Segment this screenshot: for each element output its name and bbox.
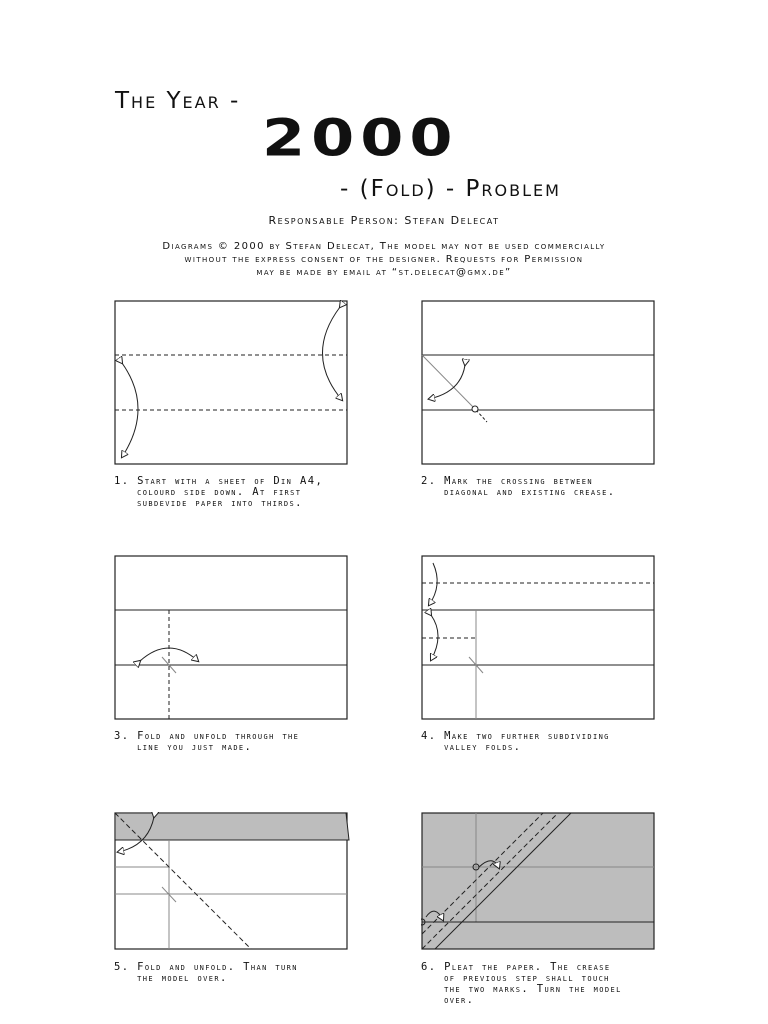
- step-1: [114, 300, 354, 509]
- step-4-caption: 4. Make two further subdividing valley folds.: [421, 730, 610, 753]
- step-3-caption: 3. Fold and unfold through the line you just made.: [114, 730, 300, 753]
- copyright-notice: [0, 240, 768, 279]
- step-6-diagram: [421, 812, 657, 952]
- credit-line: may be made by email at “st.delecat@gmx.de”: [256, 267, 512, 278]
- responsible-person: Responsable Person: Stefan Delecat: [268, 214, 500, 227]
- step-2: [421, 300, 661, 498]
- step-4: [421, 555, 661, 753]
- title-line1: The Year -: [115, 88, 241, 114]
- step-1-caption: 1. Start with a sheet of Din A4, colourd side down. At first subdevide paper into thirds.: [114, 475, 324, 509]
- step-3-diagram: [114, 555, 350, 721]
- step-2-diagram: [421, 300, 657, 466]
- step-2-caption: 2. Mark the crossing between diagonal and existing crease.: [421, 475, 616, 498]
- step-4-diagram: [421, 555, 657, 721]
- step-3: [114, 555, 354, 753]
- step-5-diagram: [114, 812, 354, 952]
- credit-line: Diagrams © 2000 by Stefan Delecat, The model may not be used commercially: [162, 241, 606, 252]
- step-6: [421, 812, 661, 1006]
- step-1-diagram: [114, 300, 350, 466]
- title-year: 2000: [262, 108, 459, 168]
- step-6-caption: 6. Pleat the paper. The crease of previous step shall touch the two marks. Turn the model over.: [421, 961, 622, 1006]
- step-5-caption: 5. Fold and unfold. Than turn the model over.: [114, 961, 298, 984]
- credit-line: without the express consent of the designer. Requests for Permission: [184, 254, 584, 265]
- step-5: [114, 812, 354, 984]
- title-line3: - (Fold) - Problem: [340, 176, 561, 202]
